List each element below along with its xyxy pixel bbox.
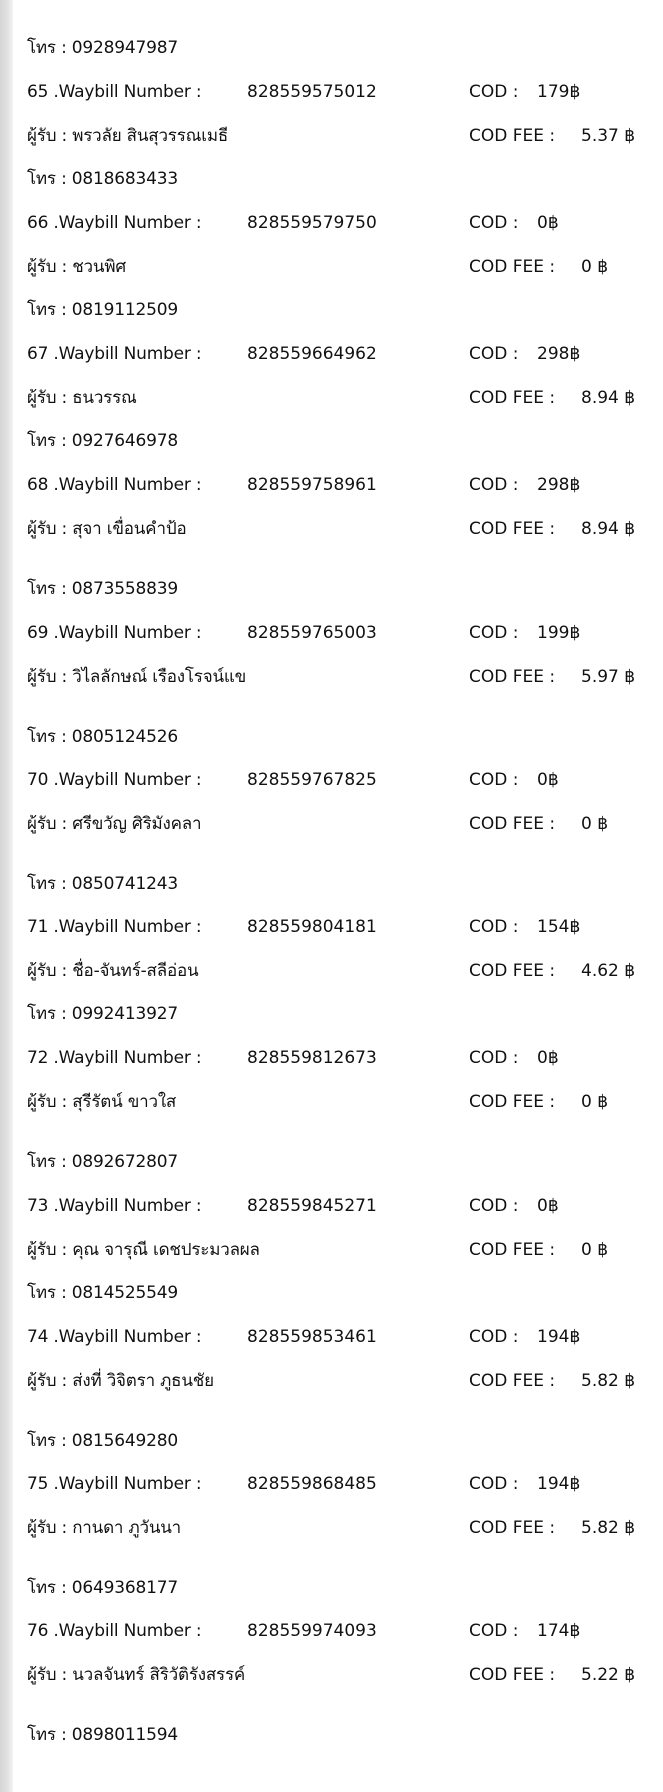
waybill-number: 828559812673 bbox=[247, 1048, 377, 1068]
cod-value: 298฿ bbox=[537, 344, 581, 364]
waybill-number: 828559758961 bbox=[247, 475, 377, 495]
cod-fee-label: COD FEE : bbox=[469, 961, 556, 981]
cod-fee-label: COD FEE : bbox=[469, 388, 556, 408]
cod-fee-value: 0 ฿ bbox=[581, 1240, 609, 1260]
recipient-line: ผู้รับ : ชื่อ-จันทร์-สลีอ่อน bbox=[27, 961, 199, 981]
cod-value: 0฿ bbox=[537, 1196, 559, 1216]
waybill-number: 828559579750 bbox=[247, 213, 377, 233]
recipient-line: ผู้รับ : พรวลัย สินสุวรรณเมธี bbox=[27, 126, 229, 146]
waybill-label: 76 .Waybill Number : bbox=[27, 1621, 202, 1641]
recipient-line: ผู้รับ : ศรีขวัญ ศิริมังคลา bbox=[27, 814, 202, 834]
cod-fee-label: COD FEE : bbox=[469, 519, 556, 539]
cod-label: COD : bbox=[469, 1196, 519, 1216]
phone-line: โทร : 0819112509 bbox=[27, 300, 178, 320]
waybill-number: 828559804181 bbox=[247, 917, 377, 937]
phone-line: โทร : 0892672807 bbox=[27, 1152, 178, 1172]
waybill-label: 73 .Waybill Number : bbox=[27, 1196, 202, 1216]
cod-value: 298฿ bbox=[537, 475, 581, 495]
cod-value: 0฿ bbox=[537, 1048, 559, 1068]
cod-value: 194฿ bbox=[537, 1474, 581, 1494]
phone-line: โทร : 0850741243 bbox=[27, 874, 178, 894]
cod-value: 194฿ bbox=[537, 1327, 581, 1347]
waybill-number: 828559765003 bbox=[247, 623, 377, 643]
phone-line: โทร : 0818683433 bbox=[27, 169, 178, 189]
cod-label: COD : bbox=[469, 344, 519, 364]
waybill-label: 67 .Waybill Number : bbox=[27, 344, 202, 364]
cod-value: 0฿ bbox=[537, 213, 559, 233]
phone-line: โทร : 0898011594 bbox=[27, 1725, 178, 1745]
recipient-line: ผู้รับ : วิไลลักษณ์ เรืองโรจน์แข bbox=[27, 667, 247, 687]
waybill-label: 65 .Waybill Number : bbox=[27, 82, 202, 102]
cod-label: COD : bbox=[469, 1621, 519, 1641]
cod-fee-label: COD FEE : bbox=[469, 814, 556, 834]
recipient-line: ผู้รับ : นวลจันทร์ สิริวัติรังสรรค์ bbox=[27, 1665, 246, 1685]
waybill-number: 828559845271 bbox=[247, 1196, 377, 1216]
recipient-line: ผู้รับ : สุจา เขื่อนคำป้อ bbox=[27, 519, 187, 539]
cod-fee-value: 8.94 ฿ bbox=[581, 388, 636, 408]
waybill-number: 828559974093 bbox=[247, 1621, 377, 1641]
waybill-number: 828559853461 bbox=[247, 1327, 377, 1347]
waybill-label: 72 .Waybill Number : bbox=[27, 1048, 202, 1068]
cod-label: COD : bbox=[469, 917, 519, 937]
phone-line: โทร : 0927646978 bbox=[27, 431, 178, 451]
recipient-line: ผู้รับ : สุรีรัตน์ ขาวใส bbox=[27, 1092, 177, 1112]
waybill-label: 69 .Waybill Number : bbox=[27, 623, 202, 643]
cod-fee-value: 5.82 ฿ bbox=[581, 1518, 636, 1538]
recipient-line: ผู้รับ : กานดา ภูวันนา bbox=[27, 1518, 182, 1538]
recipient-line: ผู้รับ : ชวนพิศ bbox=[27, 257, 126, 277]
cod-label: COD : bbox=[469, 475, 519, 495]
cod-fee-label: COD FEE : bbox=[469, 257, 556, 277]
waybill-label: 68 .Waybill Number : bbox=[27, 475, 202, 495]
cod-fee-label: COD FEE : bbox=[469, 667, 556, 687]
cod-label: COD : bbox=[469, 213, 519, 233]
waybill-label: 70 .Waybill Number : bbox=[27, 770, 202, 790]
cod-fee-value: 5.97 ฿ bbox=[581, 667, 636, 687]
cod-value: 154฿ bbox=[537, 917, 581, 937]
cod-label: COD : bbox=[469, 770, 519, 790]
cod-fee-value: 0 ฿ bbox=[581, 257, 609, 277]
cod-label: COD : bbox=[469, 82, 519, 102]
waybill-number: 828559664962 bbox=[247, 344, 377, 364]
cod-label: COD : bbox=[469, 1474, 519, 1494]
cod-fee-value: 8.94 ฿ bbox=[581, 519, 636, 539]
cod-fee-value: 0 ฿ bbox=[581, 814, 609, 834]
cod-fee-value: 0 ฿ bbox=[581, 1092, 609, 1112]
cod-value: 174฿ bbox=[537, 1621, 581, 1641]
cod-fee-value: 4.62 ฿ bbox=[581, 961, 636, 981]
waybill-number: 828559767825 bbox=[247, 770, 377, 790]
phone-line: โทร : 0873558839 bbox=[27, 579, 178, 599]
phone-line: โทร : 0815649280 bbox=[27, 1431, 178, 1451]
phone-line: โทร : 0928947987 bbox=[27, 38, 178, 58]
phone-line: โทร : 0992413927 bbox=[27, 1004, 178, 1024]
cod-fee-label: COD FEE : bbox=[469, 1518, 556, 1538]
cod-value: 199฿ bbox=[537, 623, 581, 643]
cod-value: 179฿ bbox=[537, 82, 581, 102]
cod-fee-value: 5.22 ฿ bbox=[581, 1665, 636, 1685]
cod-fee-label: COD FEE : bbox=[469, 1665, 556, 1685]
cod-value: 0฿ bbox=[537, 770, 559, 790]
cod-label: COD : bbox=[469, 1327, 519, 1347]
cod-fee-label: COD FEE : bbox=[469, 1092, 556, 1112]
phone-line: โทร : 0814525549 bbox=[27, 1283, 178, 1303]
cod-fee-label: COD FEE : bbox=[469, 1240, 556, 1260]
waybill-label: 75 .Waybill Number : bbox=[27, 1474, 202, 1494]
cod-label: COD : bbox=[469, 623, 519, 643]
cod-fee-value: 5.37 ฿ bbox=[581, 126, 636, 146]
recipient-line: ผู้รับ : ส่งที่ วิจิตรา ภูธนชัย bbox=[27, 1371, 214, 1391]
recipient-line: ผู้รับ : คุณ จารุณี เดชประมวลผล bbox=[27, 1240, 260, 1260]
waybill-number: 828559868485 bbox=[247, 1474, 377, 1494]
cod-fee-label: COD FEE : bbox=[469, 126, 556, 146]
cod-fee-label: COD FEE : bbox=[469, 1371, 556, 1391]
clipped-top-glyph bbox=[27, 0, 39, 2]
phone-line: โทร : 0805124526 bbox=[27, 727, 178, 747]
phone-line: โทร : 0649368177 bbox=[27, 1578, 178, 1598]
waybill-label: 66 .Waybill Number : bbox=[27, 213, 202, 233]
waybill-label: 74 .Waybill Number : bbox=[27, 1327, 202, 1347]
waybill-label: 71 .Waybill Number : bbox=[27, 917, 202, 937]
cod-label: COD : bbox=[469, 1048, 519, 1068]
waybill-number: 828559575012 bbox=[247, 82, 377, 102]
cod-fee-value: 5.82 ฿ bbox=[581, 1371, 636, 1391]
recipient-line: ผู้รับ : ธนวรรณ bbox=[27, 388, 137, 408]
